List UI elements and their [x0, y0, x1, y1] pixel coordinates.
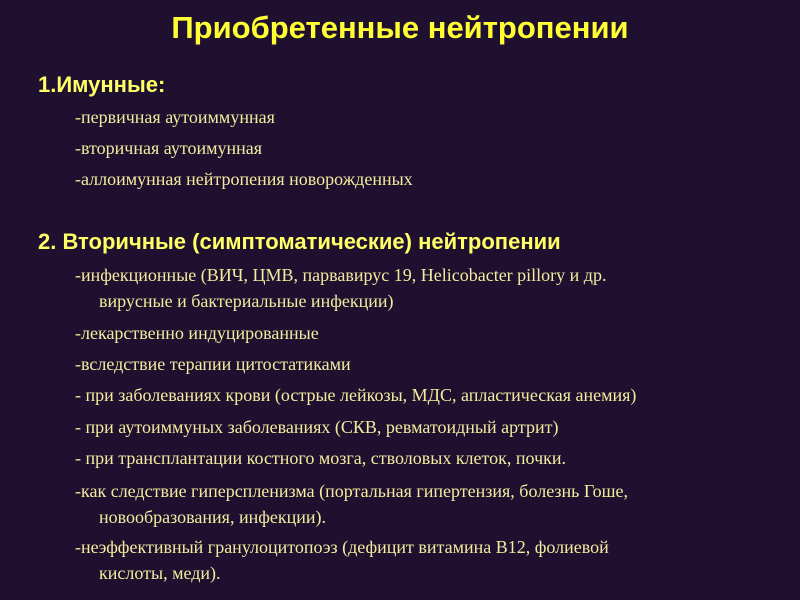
list-item-continuation: новообразования, инфекции).: [99, 507, 327, 527]
list-item: [75, 445, 566, 471]
list-item: [75, 351, 351, 377]
list-item-continuation: вирусные и бактериальные инфекции): [99, 291, 394, 311]
list-item-line: - при заболеваниях крови (острые лейкозы, МДС, апластическая анемия): [75, 385, 637, 405]
slide-title: Приобретенные нейтропении: [171, 10, 629, 45]
list-item: [75, 262, 606, 314]
list-item: [75, 382, 636, 408]
section-heading-secondary: 2. Вторичные (симптоматические) нейтропении: [38, 229, 561, 254]
list-item-line: -инфекционные (ВИЧ, ЦМВ, парвавирус 19, Helicobacter pillory и др.: [75, 265, 607, 285]
list-item-line: - при аутоиммуных заболеваниях (СКВ, ревматоидный артрит): [75, 417, 559, 437]
list-item: [75, 320, 319, 346]
list-item: -аллоимунная нейтропения новорожденных: [75, 169, 413, 189]
list-item-line: -вследствие терапии цитостатиками: [75, 354, 351, 374]
list-item: [75, 478, 628, 530]
list-item: [75, 534, 609, 586]
list-item-line: -неэффективный гранулоцитопоэз (дефицит витамина В12, фолиевой: [75, 537, 609, 557]
list-item-line: -лекарственно индуцированные: [75, 323, 319, 343]
list-item: -первичная аутоиммунная: [75, 107, 275, 127]
list-item-line: -как следствие гиперспленизма (портальная гипертензия, болезнь Гоше,: [75, 481, 629, 501]
list-item-line: - при трансплантации костного мозга, стволовых клеток, почки.: [75, 448, 567, 468]
list-item-continuation: кислоты, меди).: [99, 563, 221, 583]
list-item: -вторичная аутоимунная: [75, 138, 263, 158]
list-item: [75, 414, 559, 440]
section-heading-immune: 1.Имунные:: [38, 72, 166, 97]
